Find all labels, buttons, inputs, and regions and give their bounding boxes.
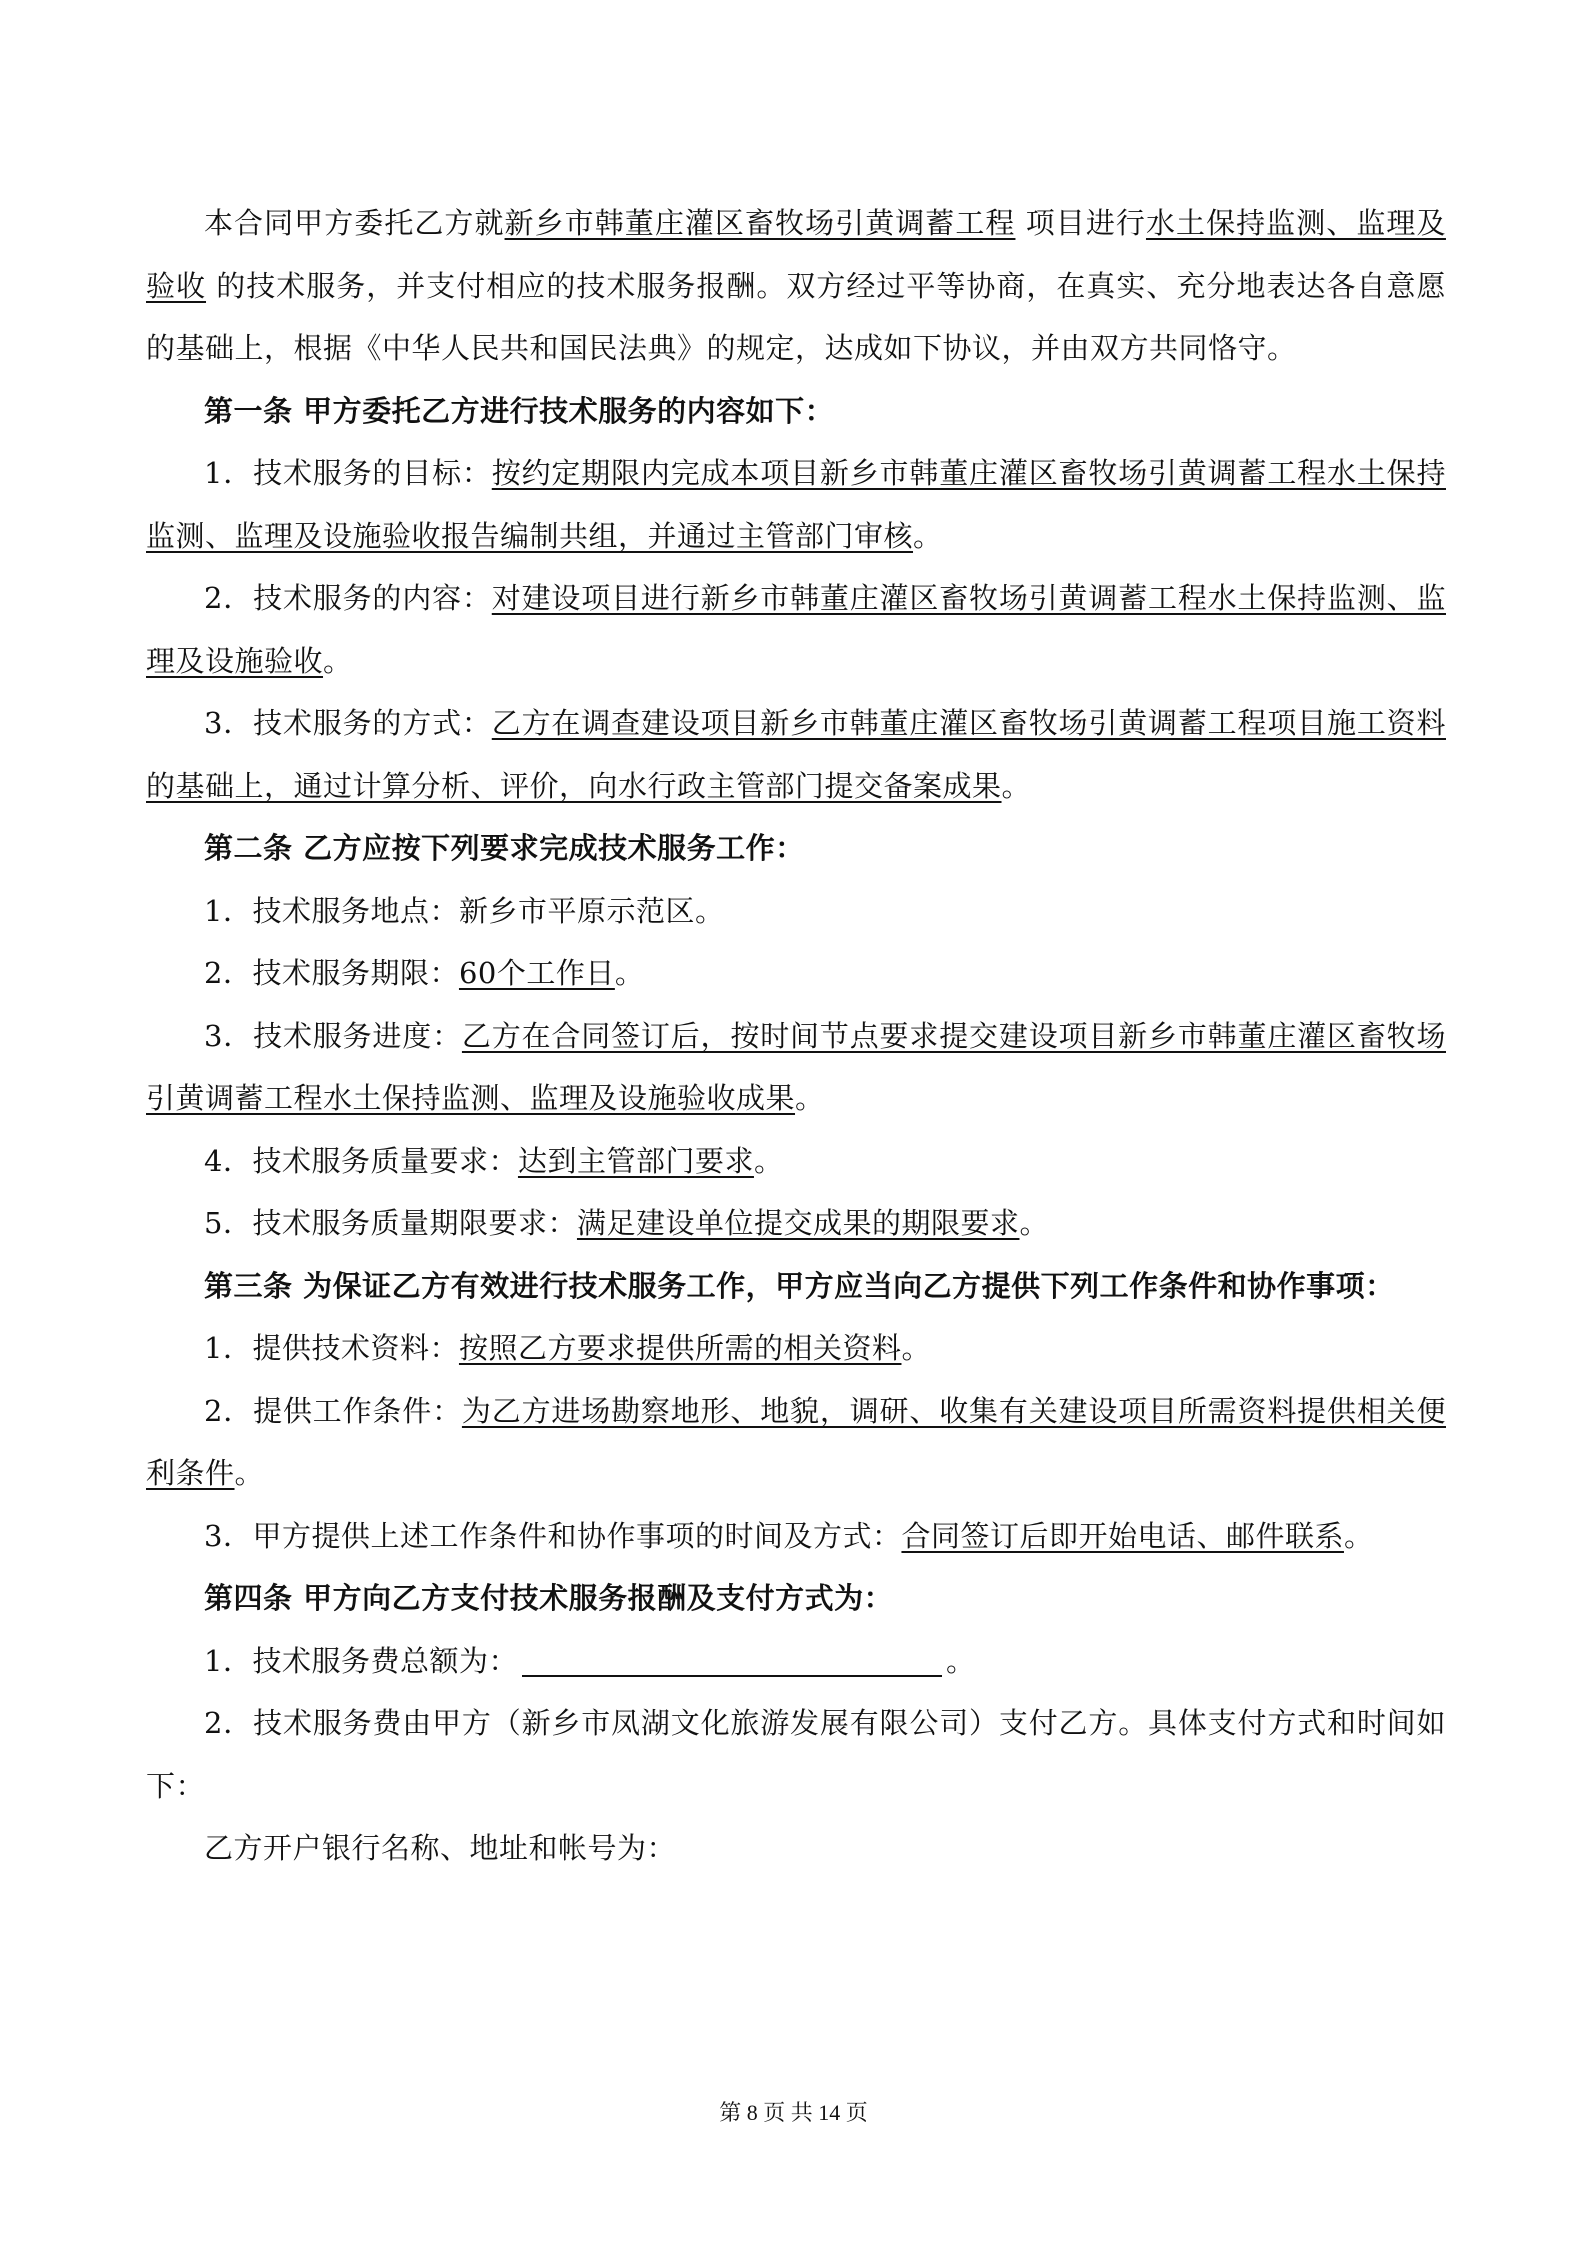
article-1-item-2 — [146, 567, 1446, 692]
item-label: 3．技术服务进度： — [204, 1018, 462, 1053]
article-4-bank: 乙方开户银行名称、地址和帐号为： — [204, 1831, 677, 1865]
item-label: 1．技术服务的目标： — [204, 456, 492, 490]
article-1-item-3 — [146, 692, 1446, 817]
item-end: 。 — [234, 1456, 265, 1490]
item-value: 乙方在调查建设项目新乡市韩董庄灌区畜牧场引黄调蓄工程项目施工资料的基础上，通过计算分析、评价，向水行政主管部门提交备案成果 — [146, 706, 1446, 803]
item-end: 。 — [795, 1081, 825, 1115]
article-2-item-2 — [146, 942, 1446, 1005]
article-3-item-1 — [146, 1317, 1446, 1380]
article-4-title: 第四条 甲方向乙方支付技术服务报酬及支付方式为： — [204, 1581, 894, 1615]
item-value: 对建设项目进行新乡市韩董庄灌区畜牧场引黄调蓄工程水土保持监测、监理及设施验收 — [146, 581, 1446, 678]
item-value: 合同签订后即开始电话、邮件联系 — [901, 1518, 1344, 1553]
article-3-item-2 — [146, 1380, 1446, 1505]
article-3-title: 第三条 为保证乙方有效进行技术服务工作，甲方应当向乙方提供下列工作条件和协作事项： — [204, 1268, 1395, 1303]
article-4-payment: 2．技术服务费由甲方（新乡市凤湖文化旅游发展有限公司）支付乙方。具体支付方式和时间如下： — [146, 1706, 1446, 1803]
item-label: 1．技术服务地点：新乡市平原示范区。 — [204, 893, 725, 928]
article-2-title: 第二条 乙方应按下列要求完成技术服务工作： — [204, 831, 805, 865]
item-value: 满足建设单位提交成果的期限要求 — [576, 1206, 1020, 1240]
item-end: 。 — [1001, 768, 1032, 803]
service-scope: 水土保持监测、监理及验收 — [146, 206, 1446, 303]
intro-paragraph — [146, 192, 1446, 380]
fee-label: 1．技术服务费总额为： — [204, 1643, 518, 1678]
item-end: 。 — [614, 956, 645, 990]
article-2-item-4 — [146, 1130, 1446, 1193]
page-footer: 第 8 页 共 14 页 — [719, 2100, 868, 2125]
item-label: 5．技术服务质量期限要求： — [204, 1206, 577, 1240]
item-value: 乙方在合同签订后，按时间节点要求提交建设项目新乡市韩董庄灌区畜牧场引黄调蓄工程水土保持监测、监理及设施验收成果 — [146, 1018, 1446, 1115]
intro-text-3: 的技术服务，并支付相应的技术服务报酬。双方经过平等协商，在真实、充分地表达各自意愿的基础上，根据《中华人民共和国民法典》的规定，达成如下协议，并由双方共同恪守。 — [146, 268, 1446, 365]
item-end: 。 — [913, 518, 943, 553]
item-end: 。 — [901, 1331, 931, 1365]
fee-end: 。 — [945, 1643, 976, 1678]
item-end: 。 — [1019, 1206, 1049, 1240]
item-value: 为乙方进场勘察地形、地貌，调研、收集有关建设项目所需资料提供相关便利条件 — [146, 1393, 1446, 1490]
article-2-item-3 — [146, 1005, 1446, 1130]
contract-page — [146, 192, 1446, 1880]
item-label: 3．甲方提供上述工作条件和协作事项的时间及方式： — [204, 1518, 902, 1553]
item-value: 达到主管部门要求 — [517, 1143, 754, 1178]
item-end: 。 — [1343, 1518, 1374, 1553]
item-label: 4．技术服务质量要求： — [204, 1143, 518, 1178]
item-label: 2．技术服务的内容： — [204, 581, 492, 615]
item-label: 2．技术服务期限： — [204, 956, 459, 990]
project-name: 新乡市韩董庄灌区畜牧场引黄调蓄工程 — [504, 206, 1016, 240]
item-value: 按约定期限内完成本项目新乡市韩董庄灌区畜牧场引黄调蓄工程水土保持监测、监理及设施验收报告编制共组，并通过主管部门审核 — [146, 456, 1446, 553]
item-value: 按照乙方要求提供所需的相关资料 — [458, 1331, 902, 1365]
intro-text-1: 本合同甲方委托乙方就 — [204, 206, 505, 240]
article-3-item-3 — [146, 1505, 1446, 1568]
item-end: 。 — [323, 643, 353, 678]
fee-amount-blank[interactable] — [522, 1647, 942, 1677]
item-value: 60个工作日 — [458, 956, 615, 990]
item-label: 3．技术服务的方式： — [204, 706, 492, 740]
item-label: 1．提供技术资料： — [204, 1331, 459, 1365]
intro-text-2: 项目进行 — [1025, 206, 1146, 240]
article-2-item-5 — [146, 1192, 1446, 1255]
article-1-item-1 — [146, 442, 1446, 567]
article-2-item-1 — [146, 880, 1446, 943]
article-1-title: 第一条 甲方委托乙方进行技术服务的内容如下： — [204, 393, 835, 428]
item-end: 。 — [753, 1143, 784, 1178]
article-4-fee — [146, 1630, 1446, 1693]
item-label: 2．提供工作条件： — [204, 1393, 462, 1428]
